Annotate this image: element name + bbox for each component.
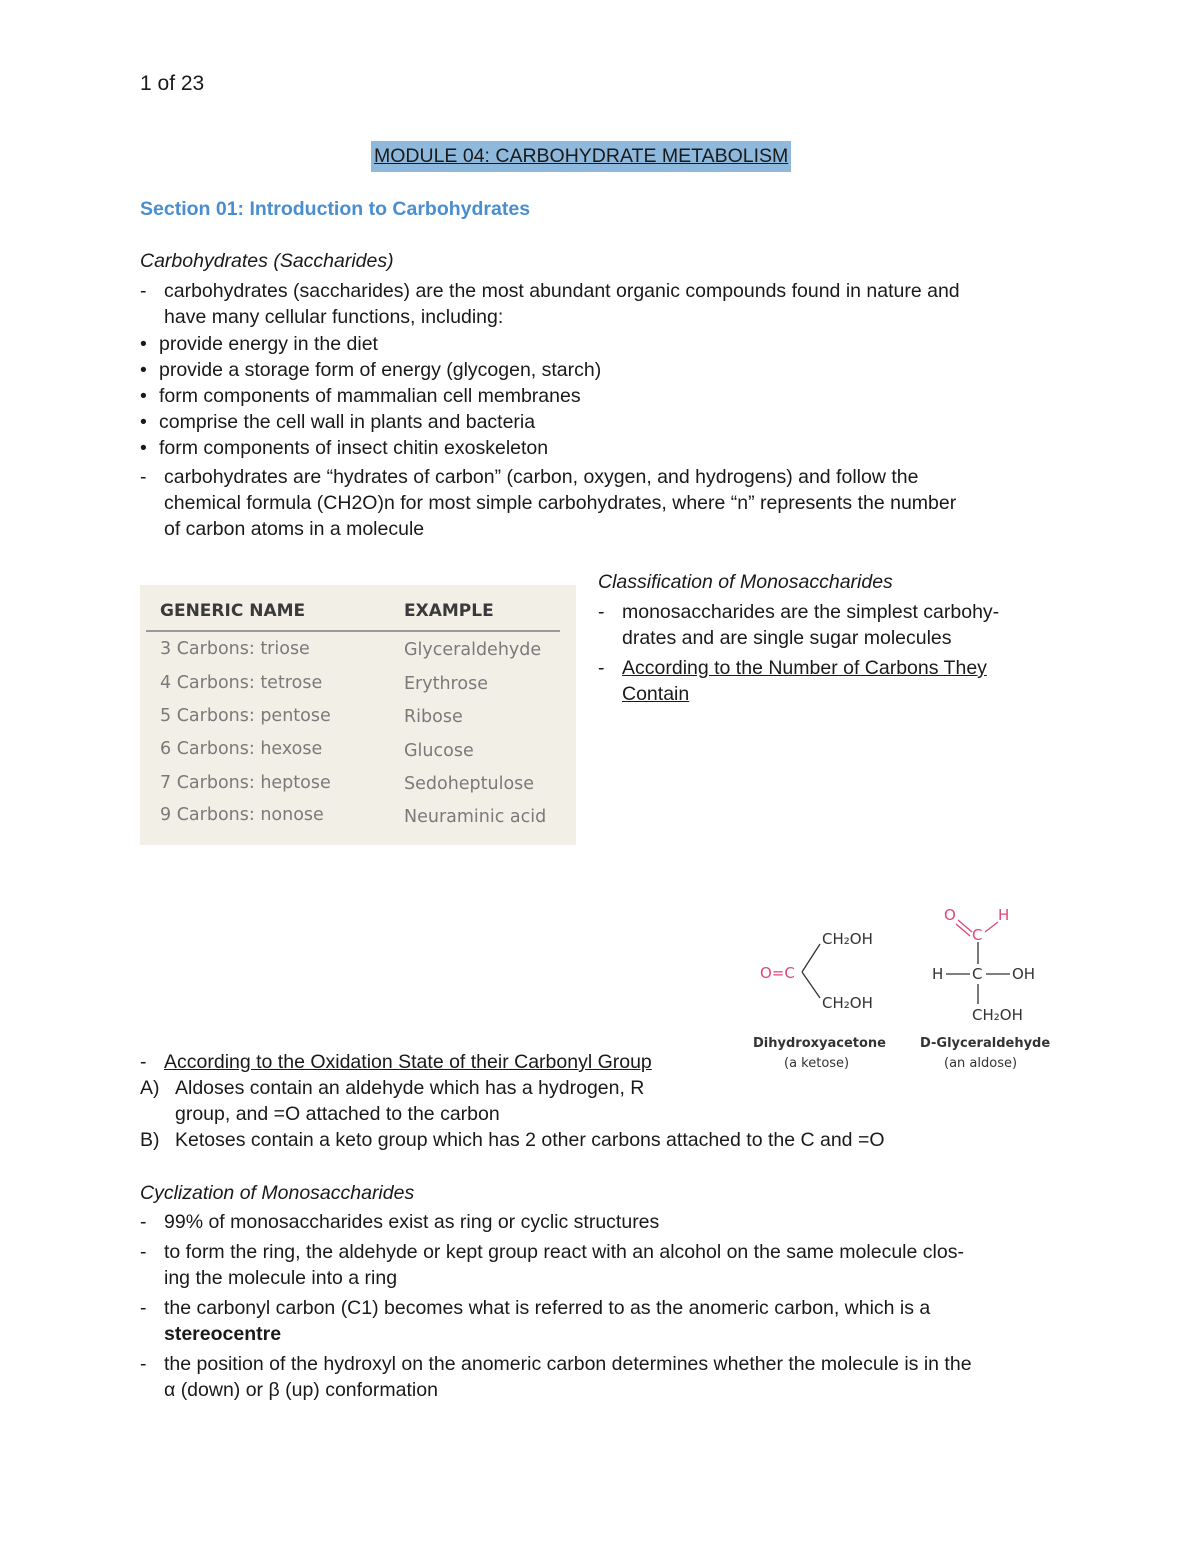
cyclization-p2-line1: to form the ring, the aldehyde or kept group react with an alcohol on the same molecule clos-	[164, 1241, 964, 1263]
table-cell: 4 Carbons: tetrose	[160, 673, 323, 693]
classification-heading: Classification of Monosaccharides	[598, 571, 893, 593]
carbs-intro-line1: carbohydrates (saccharides) are the most abundant organic compounds found in nature and	[164, 280, 960, 302]
table-cell: Glucose	[404, 741, 474, 761]
hydrates-line1: carbohydrates are “hydrates of carbon” (carbon, oxygen, and hydrogens) and follow the	[164, 466, 919, 488]
table-cell: Neuraminic acid	[404, 807, 547, 827]
function-text: comprise the cell wall in plants and bacteria	[159, 411, 536, 433]
oxidation-heading-item	[140, 1049, 652, 1075]
aldose-h: H	[998, 906, 1010, 924]
page-number: 1 of 23	[140, 72, 205, 95]
cyclization-item	[140, 1209, 659, 1235]
ketose-name: Dihydroxyacetone	[753, 1036, 886, 1051]
dash-marker: -	[598, 657, 605, 679]
bullet-marker: •	[140, 333, 147, 355]
carbonyl-structures-figure	[740, 900, 1070, 1080]
cyclization-p3-line2: stereocentre	[164, 1323, 282, 1345]
aldose-oh: OH	[1012, 965, 1036, 983]
cyclization-item	[140, 1295, 930, 1347]
aldose-o: O	[944, 906, 956, 924]
dash-marker: -	[140, 1051, 147, 1073]
carbs-heading: Carbohydrates (Saccharides)	[140, 250, 394, 272]
bullet-marker: •	[140, 385, 147, 407]
function-text: form components of insect chitin exoskeleton	[159, 437, 549, 459]
classification-line2: drates and are single sugar molecules	[622, 627, 952, 649]
oxidation-heading: According to the Oxidation State of their Carbonyl Group	[164, 1051, 652, 1073]
cyclization-p2-line2: ing the molecule into a ring	[164, 1267, 398, 1289]
cyclization-p4-line1: the position of the hydroxyl on the anomeric carbon determines whether the molecule is in the	[164, 1353, 972, 1375]
aldoses-item	[140, 1075, 644, 1127]
dash-marker: -	[140, 280, 147, 302]
aldoses-line2: group, and =O attached to the carbon	[175, 1103, 500, 1125]
aldose-c1: C	[972, 926, 983, 944]
ketoses-item	[140, 1127, 885, 1153]
dash-marker: -	[140, 1353, 147, 1375]
ketose-top-ch2oh: CH₂OH	[822, 930, 873, 948]
list-label-a: A)	[140, 1077, 160, 1099]
table-cell: Glyceraldehyde	[404, 640, 542, 660]
aldose-type: (an aldose)	[944, 1056, 1018, 1071]
table-cell: Ribose	[404, 707, 463, 727]
function-text: provide energy in the diet	[159, 333, 378, 355]
function-text: form components of mammalian cell membranes	[159, 385, 581, 407]
by-carbons-line2: Contain	[622, 683, 690, 705]
table-cell: 3 Carbons: triose	[160, 639, 310, 659]
cyclization-p4-line2: α (down) or β (up) conformation	[164, 1379, 438, 1401]
cyclization-p3-line1: the carbonyl carbon (C1) becomes what is referred to as the anomeric carbon, which is a	[164, 1297, 931, 1319]
table-cell: Sedoheptulose	[404, 774, 535, 794]
classification-line1: monosaccharides are the simplest carbohy-	[622, 601, 1000, 623]
ketoses-line1: Ketoses contain a keto group which has 2 other carbons attached to the C and =O	[175, 1129, 885, 1151]
section-heading: Section 01: Introduction to Carbohydrates	[140, 198, 531, 220]
ketose-bottom-ch2oh: CH₂OH	[822, 994, 873, 1012]
dash-marker: -	[140, 1211, 147, 1233]
carbs-intro-line2: have many cellular functions, including:	[164, 306, 504, 328]
aldose-left-h: H	[932, 965, 944, 983]
dash-marker: -	[598, 601, 605, 623]
by-carbons-line1: According to the Number of Carbons They	[622, 657, 987, 679]
module-title: MODULE 04: CARBOHYDRATE METABOLISM	[371, 141, 791, 172]
ketose-type: (a ketose)	[784, 1056, 850, 1071]
list-label-b: B)	[140, 1129, 160, 1151]
aldoses-line1: Aldoses contain an aldehyde which has a hydrogen, R	[175, 1077, 645, 1099]
bullet-marker: •	[140, 437, 147, 459]
carbs-hydrates	[140, 464, 956, 542]
dash-marker: -	[140, 1241, 147, 1263]
hydrates-line3: of carbon atoms in a molecule	[164, 518, 425, 540]
function-text: provide a storage form of energy (glycogen, starch)	[159, 359, 602, 381]
table-header-generic-name: GENERIC NAME	[160, 601, 306, 621]
classification-def	[598, 599, 999, 651]
monosaccharide-table	[140, 585, 576, 845]
table-cell: Erythrose	[404, 674, 488, 694]
cyclization-item	[140, 1239, 964, 1291]
dash-marker: -	[140, 466, 147, 488]
table-header-example: EXAMPLE	[404, 601, 494, 621]
cyclization-item	[140, 1351, 972, 1403]
hydrates-line2: chemical formula (CH2O)n for most simple carbohydrates, where “n” represents the number	[164, 492, 957, 514]
by-carbons	[598, 655, 987, 707]
carbs-intro	[140, 278, 960, 330]
bullet-marker: •	[140, 411, 147, 433]
aldose-name: D-Glyceraldehyde	[920, 1036, 1051, 1051]
dash-marker: -	[140, 1297, 147, 1319]
table-header-rule	[146, 630, 560, 632]
table-cell: 9 Carbons: nonose	[160, 805, 324, 825]
table-cell: 6 Carbons: hexose	[160, 739, 323, 759]
bullet-marker: •	[140, 359, 147, 381]
cyclization-heading: Cyclization of Monosaccharides	[140, 1182, 415, 1204]
aldose-c2: C	[972, 965, 983, 983]
cyclization-p1: 99% of monosaccharides exist as ring or cyclic structures	[164, 1211, 660, 1233]
ketone-oc-label: O=C	[760, 964, 795, 982]
table-cell: 7 Carbons: heptose	[160, 773, 331, 793]
table-cell: 5 Carbons: pentose	[160, 706, 331, 726]
aldose-ch2oh: CH₂OH	[972, 1006, 1023, 1024]
